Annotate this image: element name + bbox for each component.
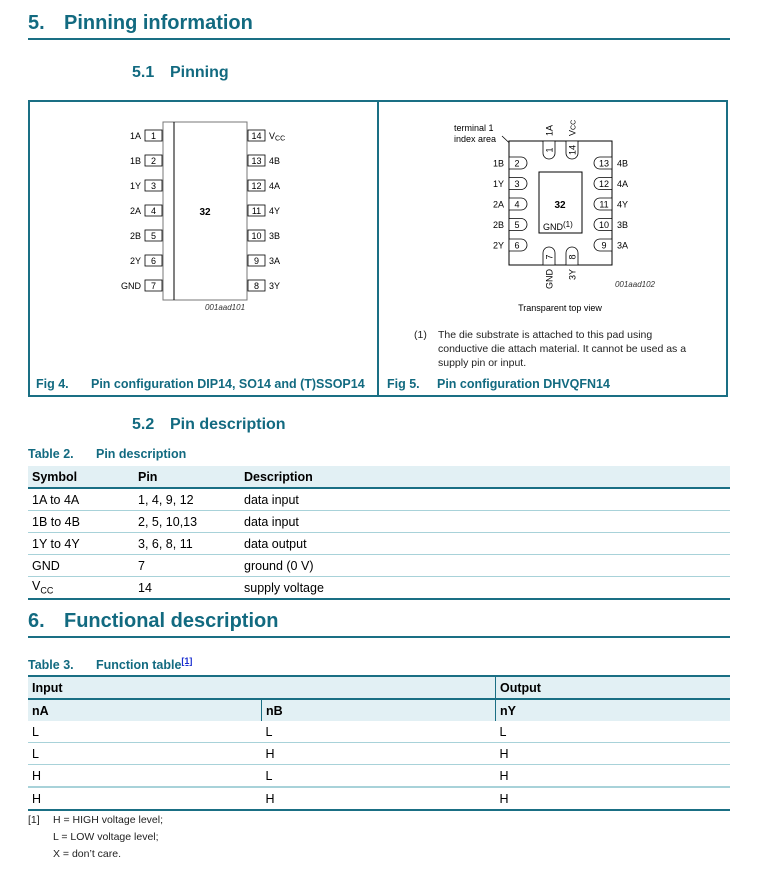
pin-name: 4B	[269, 156, 281, 166]
chip-label: 32	[554, 200, 566, 211]
drawing-id: 001aad101	[204, 303, 246, 312]
cell-description: data input	[240, 488, 730, 511]
pad-label: GND(1)	[543, 220, 573, 232]
pin-description-table	[28, 466, 730, 600]
section-rule	[28, 38, 730, 40]
pin-number: 8	[253, 281, 260, 291]
fig4-caption	[36, 377, 365, 391]
cell-symbol: $V_{CC}$	[28, 577, 134, 600]
pin-name: VCC	[269, 131, 286, 143]
col-header-nb: nB	[262, 699, 496, 721]
cell-pin: 7	[134, 555, 240, 577]
table3-title	[28, 656, 192, 672]
group-header-input: Input	[28, 676, 496, 699]
pin-name: 2Y	[492, 240, 504, 251]
table-row	[28, 743, 730, 765]
table-label: Table 2.	[28, 447, 74, 461]
chip-label: 32	[199, 207, 211, 218]
pin-name: 3Y	[269, 281, 281, 291]
pin-number: 4	[150, 206, 157, 216]
table-row	[28, 555, 730, 577]
table-label: Table 3.	[28, 658, 74, 673]
cell-pin: 1, 4, 9, 12	[134, 488, 240, 511]
cell-description: data input	[240, 511, 730, 533]
table-footnote	[28, 812, 163, 863]
note-line: The die substrate is attached to this pad using	[438, 329, 653, 341]
section-number: 6.	[28, 610, 45, 632]
pin-number: 13	[598, 158, 610, 169]
table-title-text: Pin description	[96, 447, 187, 461]
pin-name: 3B	[617, 220, 629, 230]
cell-description: ground (0 V)	[240, 555, 730, 577]
cell-na: L	[28, 721, 262, 743]
section-rule	[28, 636, 730, 638]
pin-name: 1A	[129, 131, 141, 141]
table-row	[28, 765, 730, 788]
cell-ny: L	[496, 721, 731, 743]
figure-caption-text: Pin configuration DIP14, SO14 and (T)SSOP14	[91, 377, 365, 391]
pin-name: 1Y	[129, 181, 141, 191]
pin-number: 1	[544, 147, 555, 153]
pin-name: 3A	[617, 240, 629, 251]
cell-symbol: 1B to 4B	[28, 511, 134, 533]
pin-name: 4A	[617, 179, 629, 189]
cell-pin: 3, 6, 8, 11	[134, 533, 240, 555]
cell-ny: H	[496, 743, 731, 765]
pin-number: 3	[514, 179, 520, 189]
cell-description: data output	[240, 533, 730, 555]
table-title-text: Function table	[96, 658, 182, 673]
drawing-id: 001aad102	[614, 280, 655, 289]
cell-nb: H	[262, 743, 496, 765]
pin-name: 2Y	[129, 256, 141, 266]
group-header-row	[28, 676, 730, 699]
view-label: Transparent top view	[518, 303, 602, 313]
cell-symbol: 1A to 4A	[28, 488, 134, 511]
pin-number: 9	[253, 256, 260, 266]
footnote-line: L = LOW voltage level;	[53, 831, 159, 843]
note-line: conductive die attach material. It cannot be used as a	[438, 343, 687, 355]
pin-name: 1B	[492, 158, 504, 169]
cell-ny: H	[496, 765, 731, 788]
pin-number: 11	[251, 206, 262, 216]
cell-description: supply voltage	[240, 577, 730, 600]
pin-number: 13	[251, 156, 262, 166]
pin-name: 1Y	[492, 179, 504, 189]
cell-symbol: GND	[28, 555, 134, 577]
dip14-pinout-diagram	[100, 110, 320, 320]
figure-note	[414, 328, 686, 370]
index-label-line1: terminal 1	[454, 123, 494, 133]
col-header-ny: nY	[496, 699, 731, 721]
cell-nb: L	[262, 765, 496, 788]
pin-name: 2A	[492, 199, 504, 210]
pin-name: 4A	[269, 181, 281, 191]
col-header-pin: Pin	[134, 466, 240, 488]
pin-name: 4Y	[269, 206, 281, 216]
footnote-marker: [1]	[28, 814, 40, 826]
pin-number: 3	[150, 181, 157, 191]
pin-number: 4	[514, 199, 520, 210]
table2-title	[28, 447, 186, 461]
table-header-row	[28, 699, 730, 721]
cell-na: H	[28, 787, 262, 810]
pin-name: VCC	[567, 119, 578, 136]
footnote-line: H = HIGH voltage level;	[53, 814, 164, 826]
subsection-number: 5.2	[132, 416, 155, 433]
pin-name: GND	[544, 269, 555, 289]
pin-name: 2B	[492, 220, 504, 230]
cell-symbol: 1Y to 4Y	[28, 533, 134, 555]
pin-number: 10	[251, 231, 262, 241]
pin-number: 2	[514, 158, 520, 169]
figure-divider	[377, 100, 379, 397]
pin-number: 5	[150, 231, 157, 241]
section-6-heading	[28, 610, 278, 633]
cell-ny: H	[496, 787, 731, 810]
pin-number: 12	[598, 179, 610, 189]
table-row	[28, 787, 730, 810]
pin-name: 3B	[269, 231, 281, 241]
subsection-5-2-heading	[132, 416, 286, 434]
figure-caption-text: Pin configuration DHVQFN14	[437, 377, 610, 391]
cell-pin: 2, 5, 10,13	[134, 511, 240, 533]
subsection-title: Pin description	[170, 416, 286, 433]
pin-name: 4Y	[617, 199, 629, 210]
section-number: 5.	[28, 12, 45, 34]
note-line: supply pin or input.	[438, 357, 527, 369]
group-header-output: Output	[496, 676, 731, 699]
cell-pin: 14	[134, 577, 240, 600]
pin-number: 9	[601, 240, 607, 251]
col-header-description: Description	[240, 466, 730, 488]
table-row	[28, 511, 730, 533]
pin-number: 12	[251, 181, 262, 191]
table-header-row	[28, 466, 730, 488]
section-title: Pinning information	[64, 12, 253, 34]
cell-nb: L	[262, 721, 496, 743]
col-header-symbol: Symbol	[28, 466, 134, 488]
pin-number: 8	[567, 254, 578, 260]
pin-number: 6	[150, 256, 157, 266]
pin-number: 2	[150, 156, 157, 166]
table-row	[28, 533, 730, 555]
footnote-ref-link[interactable]: [1]	[181, 656, 193, 666]
pin-name: 3Y	[567, 269, 578, 281]
pin-name: GND	[121, 281, 141, 291]
cell-na: L	[28, 743, 262, 765]
pin-number: 10	[598, 220, 610, 230]
pin-number: 5	[514, 220, 520, 230]
pin-number: 14	[567, 144, 578, 156]
table-row	[28, 721, 730, 743]
footnote-line: X = don’t care.	[53, 848, 121, 860]
index-label-line2: index area	[454, 134, 497, 144]
pin-name: 4B	[617, 158, 629, 169]
pin-number: 1	[150, 131, 157, 141]
pin-name: 1B	[129, 156, 141, 166]
section-5-heading	[28, 12, 253, 35]
dhvqfn14-pinout-diagram	[440, 110, 670, 320]
table-row	[28, 577, 730, 600]
subsection-title: Pinning	[170, 64, 229, 81]
col-header-na: nA	[28, 699, 262, 721]
note-marker: (1)	[414, 329, 427, 341]
pin-number: 7	[150, 281, 157, 291]
table-row	[28, 488, 730, 511]
subsection-number: 5.1	[132, 64, 155, 81]
figure-label: Fig 4.	[36, 377, 69, 391]
pin-name: 1A	[544, 124, 555, 136]
pin-name: 3A	[269, 256, 281, 266]
pin-name: 2A	[129, 206, 141, 216]
function-table	[28, 675, 730, 811]
figure-label: Fig 5.	[387, 377, 420, 391]
pin-number: 7	[544, 254, 555, 260]
pin-number: 6	[514, 240, 520, 251]
cell-nb: H	[262, 787, 496, 810]
fig5-caption	[387, 377, 610, 391]
pin-number: 14	[251, 131, 262, 141]
subsection-5-1-heading	[132, 64, 229, 82]
pin-number: 11	[599, 199, 609, 210]
pin-name: 2B	[129, 231, 141, 241]
cell-na: H	[28, 765, 262, 788]
section-title: Functional description	[64, 610, 279, 632]
